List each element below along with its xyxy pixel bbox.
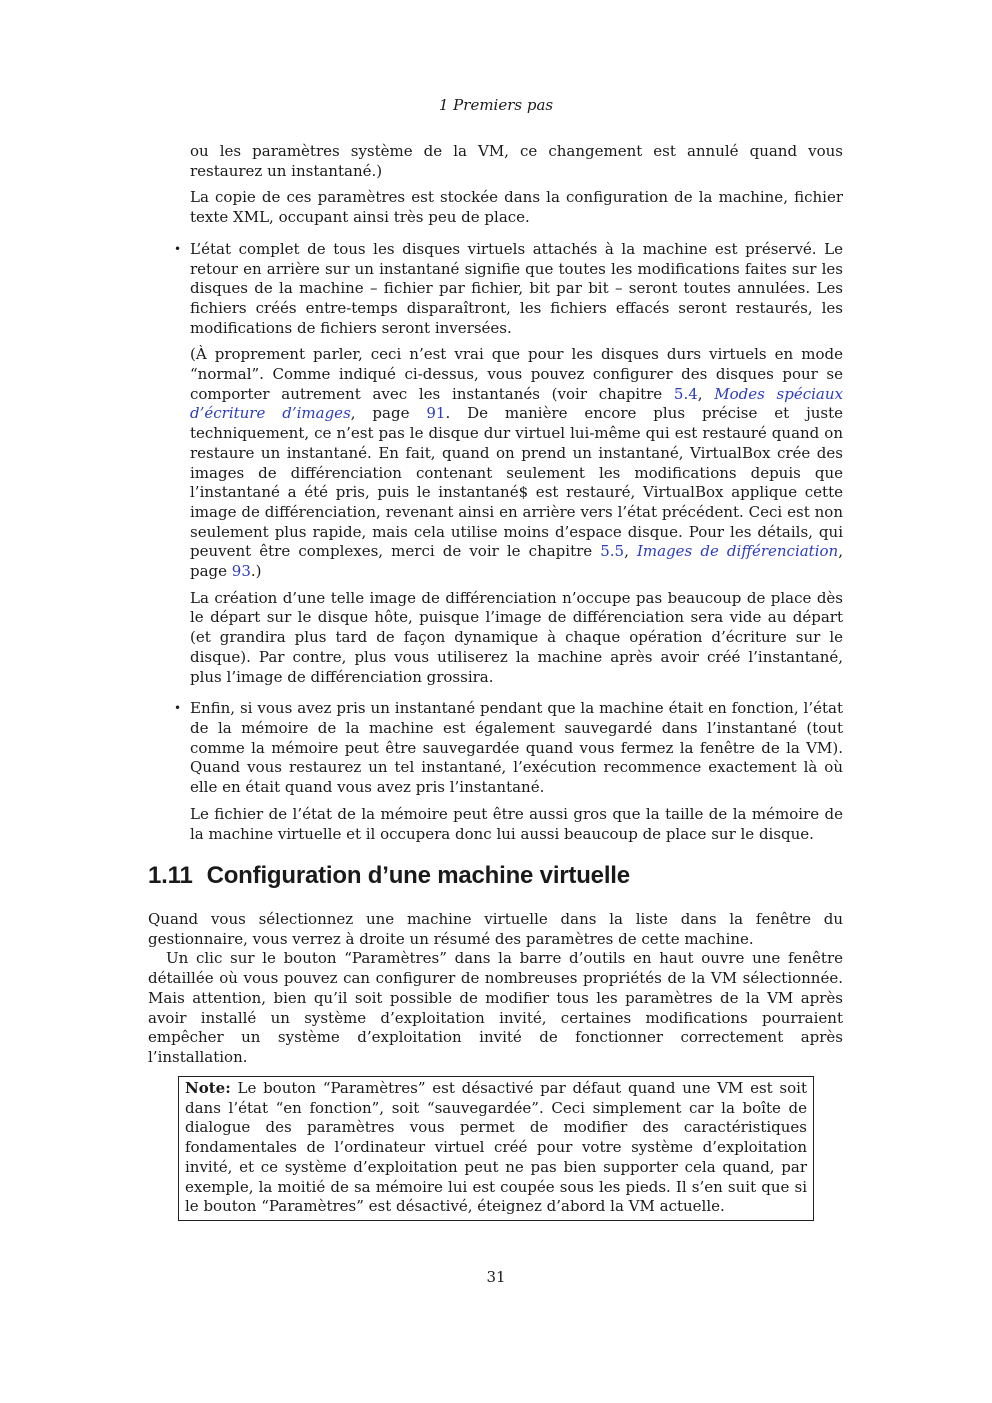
running-header: 1 Premiers pas <box>438 96 554 114</box>
page-link[interactable]: 93 <box>231 562 251 581</box>
paragraph: Enfin, si vous avez pris un instantané pendant que la machine était en fonction, l’état de la mémoire de la machine est également sauvegardé dans l’instantané (tout comme la mémoire peut être sauvegardée quand vous fermez la fenêtre de la VM). Quand vous restaurez un tel instantané, l’exécution recommence exactement là où elle en était quand vous avez pris l’instantané. <box>190 699 843 797</box>
list-item <box>174 239 843 687</box>
list-item <box>174 699 843 844</box>
paragraph: Un clic sur le bouton “Paramètres” dans la barre d’outils en haut ouvre une fenêtre détaillée où vous pouvez can configurer de nombreuses propriétés de la VM sélectionnée. Mais attention, bien qu’il soit possible de modifier tous les paramètres de la VM après avoir installé un système d’exploitation invité, certaines modifications pourraient empêcher un système d’exploitation invité de fonctionner correctement après l’installation. <box>148 949 843 1066</box>
main-text <box>174 142 843 851</box>
page-number: 31 <box>486 1268 506 1286</box>
section-title: Configuration d’une machine virtuelle <box>206 862 630 889</box>
section-heading <box>148 862 630 890</box>
paragraph: ou les paramètres système de la VM, ce changement est annulé quand vous restaurez un instantané.) <box>190 142 843 180</box>
note-text: Le bouton “Paramètres” est désactivé par défaut quand une VM est soit dans l’état “en fonction”, soit “sauvegardée”. Ceci simplement car la boîte de dialogue des paramètres vous permet de modifier des caractéristiques fondamentales de l’ordinateur virtuel créé pour votre système d’exploitation invité, et ce système d’exploitation peut ne pas bien supporter cela quand, par exemple, la moitié de sa mémoire lui est coupée sous les pieds. Il s’en suit que si le bouton “Paramètres” est désactivé, éteignez d’abord la VM actuelle. <box>185 1079 807 1216</box>
note-box <box>178 1076 814 1221</box>
paragraph: Quand vous sélectionnez une machine virtuelle dans la liste dans la fenêtre du gestionnaire, vous verrez à droite un résumé des paramètres de cette machine. <box>148 910 843 948</box>
chapter-title-link[interactable]: Images de différenciation <box>636 542 839 561</box>
paragraph: (À proprement parler, ceci n’est vrai que pour les disques durs virtuels en mode “normal”. Comme indiqué ci-dessus, vous pouvez configurer des disques pour se comporter autrement avec les instantanés (voir chapitre 5.4, Modes spéciaux d’écriture d’images, page 91. De manière encore plus précise et juste techniquement, ce n’est pas le disque dur virtuel lui-même qui est restauré quand on restaure un instantané. En fait, quand on prend un instantané, VirtualBox crée des images de différenciation contenant seulement les modifications depuis que l’instantané a été pris, puis le instantané$ est restauré, VirtualBox applique cette image de différenciation, revenant ainsi en arrière vers l’état précédent. Ceci est non seulement plus rapide, mais cela utilise moins d’espace disque. Pour les détails, qui peuvent être complexes, merci de voir le chapitre 5.5, Images de différenciation, page 93.) <box>190 345 843 581</box>
bullet-icon: • <box>174 701 182 716</box>
chapter-title-link[interactable]: Modes spéciaux d’écriture d’images <box>190 384 843 423</box>
section-number: 1.11 <box>148 862 193 889</box>
chapter-link[interactable]: 5.5 <box>600 542 625 561</box>
note-label: Note: <box>185 1079 231 1097</box>
paragraph: Le fichier de l’état de la mémoire peut être aussi gros que la taille de la mémoire de la machine virtuelle et il occupera donc lui aussi beaucoup de place sur le disque. <box>190 804 843 843</box>
paragraph: La création d’une telle image de différenciation n’occupe pas beaucoup de place dès le départ sur le disque hôte, puisque l’image de différenciation sera vide au départ (et grandira plus tard de façon dynamique à chaque opération d’écriture sur le disque). Par contre, plus vous utiliserez la machine après avoir créé l’instantané, plus l’image de différenciation grossira. <box>190 588 843 686</box>
paragraph: La copie de ces paramètres est stockée dans la configuration de la machine, fichier texte XML, occupant ainsi très peu de place. <box>190 188 843 227</box>
chapter-link[interactable]: 5.4 <box>673 384 698 403</box>
section-text <box>148 910 843 1068</box>
bullet-icon: • <box>174 241 182 256</box>
paragraph: L’état complet de tous les disques virtuels attachés à la machine est préservé. Le retour en arrière sur un instantané signifie que toutes les modifications faites sur les disques de la machine – fichier par fichier, bit par bit – seront toutes annulées. Les fichiers créés entre-temps disparaîtront, les fichiers effacés seront restaurés, les modifications de fichiers seront inversées. <box>190 239 843 337</box>
page-link[interactable]: 91 <box>426 404 446 423</box>
